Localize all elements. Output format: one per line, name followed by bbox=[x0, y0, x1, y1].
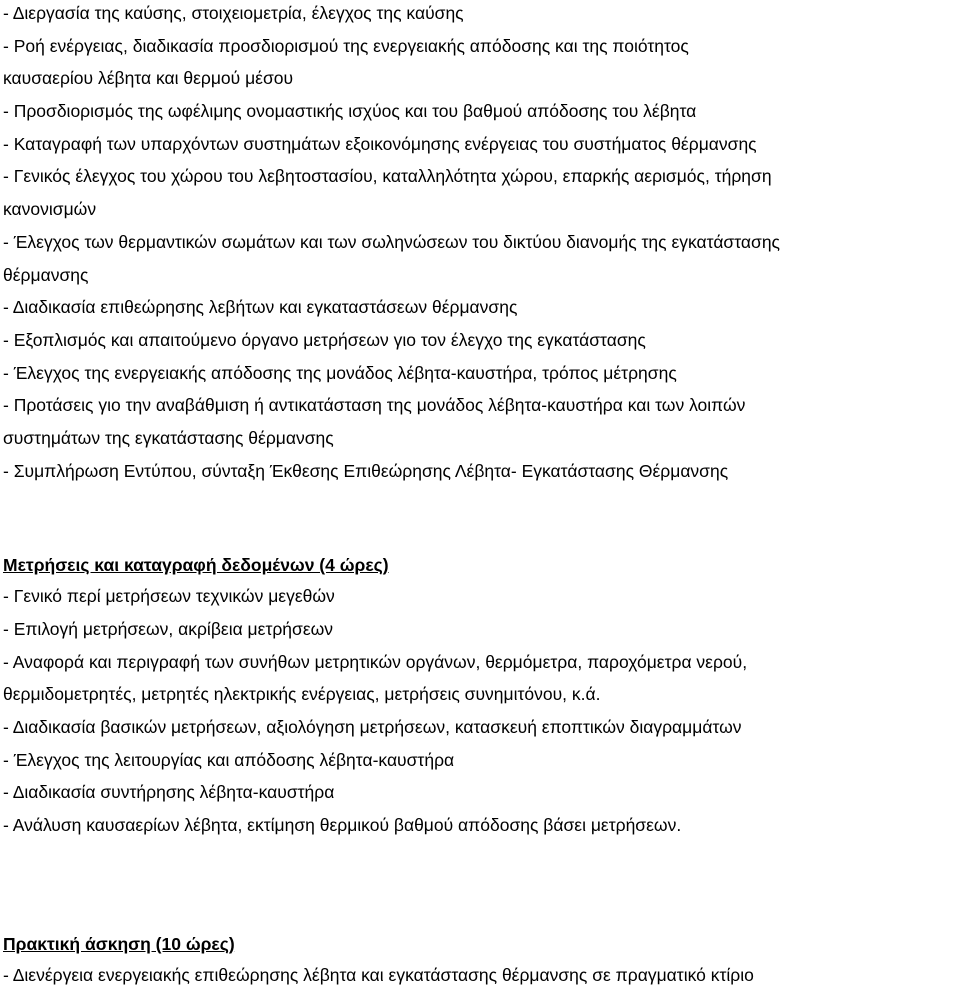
list-item: - Έλεγχος της λειτουργίας και απόδοσης λέβητα-καυστήρα bbox=[3, 749, 455, 770]
list-item: - Εξοπλισμός και απαιτούμενο όργανο μετρήσεων γιο τον έλεγχο της εγκατάστασης bbox=[3, 329, 646, 350]
list-item: - Έλεγχος της ενεργειακής απόδοσης της μονάδος λέβητα-καυστήρα, τρόπος μέτρησης bbox=[3, 362, 677, 383]
list-item-continuation: καυσαερίου λέβητα και θερμού μέσου bbox=[3, 68, 294, 89]
list-item: - Διεργασία της καύσης, στοιχειομετρία, έλεγχος της καύσης bbox=[3, 3, 464, 23]
list-item: - Έλεγχος των θερμαντικών σωμάτων και των σωληνώσεων του δικτύου διανομής της εγκατάστασης bbox=[3, 231, 780, 252]
list-item: - Διαδικασία συντήρησης λέβητα-καυστήρα bbox=[3, 782, 335, 803]
list-item: - Αναφορά και περιγραφή των συνήθων μετρητικών οργάνων, θερμόμετρα, παροχόμετρα νερού, bbox=[3, 651, 748, 672]
list-item: - Επιλογή μετρήσεων, ακρίβεια μετρήσεων bbox=[3, 619, 334, 639]
list-item: - Ανάλυση καυσαερίων λέβητα, εκτίμηση θερμικού βαθμού απόδοσης βάσει μετρήσεων. bbox=[3, 815, 682, 836]
list-item-continuation: συστημάτων της εγκατάστασης θέρμανσης bbox=[3, 427, 334, 448]
list-item-continuation: θερμιδομετρητές, μετρητές ηλεκτρικής ενέργειας, μετρήσεις συνημιτόνου, κ.ά. bbox=[3, 684, 601, 705]
list-item: - Γενικό περί μετρήσεων τεχνικών μεγεθών bbox=[3, 586, 335, 607]
section-measurements bbox=[3, 550, 958, 845]
section-inspection-procedure bbox=[3, 0, 958, 490]
list-item-continuation: θέρμανσης bbox=[3, 264, 89, 285]
list-item: - Προσδιορισμός της ωφέλιμης ονομαστικής ισχύος και του βαθμού απόδοσης του λέβητα bbox=[3, 101, 697, 122]
section-heading: Μετρήσεις και καταγραφή δεδομένων (4 ώρες) bbox=[3, 555, 389, 576]
section-gap bbox=[3, 845, 958, 929]
list-item: - Διαδικασία επιθεώρησης λεβήτων και εγκαταστάσεων θέρμανσης bbox=[3, 297, 518, 318]
list-item: - Προτάσεις γιο την αναβάθμιση ή αντικατάσταση της μονάδος λέβητα-καυστήρα και των λοιπών bbox=[3, 395, 746, 416]
list-item: - Καταγραφή των υπαρχόντων συστημάτων εξοικονόμησης ενέργειας του συστήματος θέρμανσης bbox=[3, 133, 757, 154]
list-item: - Διενέργεια ενεργειακής επιθεώρησης λέβητα και εγκατάστασης θέρμανσης σε πραγματικό κτίριο bbox=[3, 964, 754, 985]
section-practical-exercise bbox=[3, 929, 958, 995]
document-page bbox=[3, 0, 958, 995]
list-item: - Ροή ενέργειας, διαδικασία προσδιορισμού της ενεργειακής απόδοσης και της ποιότητος bbox=[3, 35, 689, 56]
section-heading: Πρακτική άσκηση (10 ώρες) bbox=[3, 933, 235, 954]
list-item: - Συμπλήρωση Εντύπου, σύνταξη Έκθεσης Επιθεώρησης Λέβητα- Εγκατάστασης Θέρμανσης bbox=[3, 460, 729, 481]
list-item: - Γενικός έλεγχος του χώρου του λεβητοστασίου, καταλληλότητα χώρου, επαρκής αερισμός, τήρηση bbox=[3, 166, 772, 187]
section-gap bbox=[3, 490, 958, 550]
list-item-continuation: κανονισμών bbox=[3, 199, 97, 220]
list-item: - Διαδικασία βασικών μετρήσεων, αξιολόγηση μετρήσεων, κατασκευή εποπτικών διαγραμμάτων bbox=[3, 717, 742, 738]
